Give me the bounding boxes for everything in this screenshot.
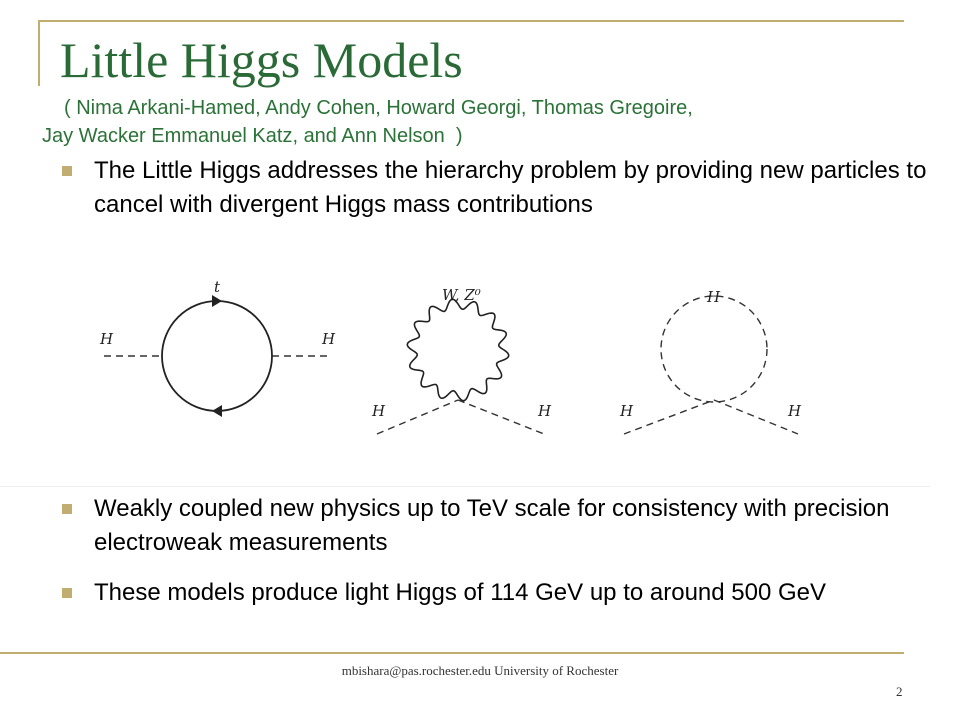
gauge-boson-loop-diagram [371, 286, 552, 434]
bullet-text-3: These models produce light Higgs of 114 GeV up to around 500 GeV [94, 579, 827, 606]
slide-title: Little Higgs Models [60, 32, 463, 88]
gauge-loop-label: W, Z⁰ [442, 286, 481, 304]
page-number: 2 [896, 684, 903, 699]
bullet-marker [62, 504, 72, 514]
bullet-text-2: Weakly coupled new physics up to TeV scale for consistency with precision electroweak measurements [94, 495, 890, 556]
slide-frame-bottom-rule [0, 652, 904, 654]
gauge-right-leg-label: H [538, 402, 552, 420]
slide-frame-top-rule [38, 20, 904, 22]
section-divider [0, 486, 930, 487]
authors-line-1: ( Nima Arkani-Hamed, Andy Cohen, Howard Georgi, Thomas Gregoire, [64, 97, 693, 119]
feynman-diagrams [86, 272, 826, 468]
gauge-left-leg-label: H [372, 402, 386, 420]
scalar-loop-label: H [707, 288, 721, 306]
bullet-text-1: The Little Higgs addresses the hierarchy problem by providing new particles to cancel with divergent Higgs mass contributions [94, 157, 927, 218]
scalar-left-leg-label: H [620, 402, 634, 420]
top-right-leg-label: H [322, 330, 336, 348]
top-loop-label: t [214, 278, 221, 296]
bullet-marker [62, 166, 72, 176]
scalar-right-leg-label: H [788, 402, 802, 420]
scalar-loop-diagram [619, 288, 802, 434]
slide-frame-left-rule [38, 20, 40, 86]
top-left-leg-label: H [100, 330, 114, 348]
authors-line-2: Jay Wacker Emmanuel Katz, and Ann Nelson ) [42, 125, 463, 147]
footer-credit: mbishara@pas.rochester.edu University of Rochester [341, 663, 619, 678]
top-quark-loop-diagram [99, 278, 336, 417]
bullet-marker [62, 588, 72, 598]
